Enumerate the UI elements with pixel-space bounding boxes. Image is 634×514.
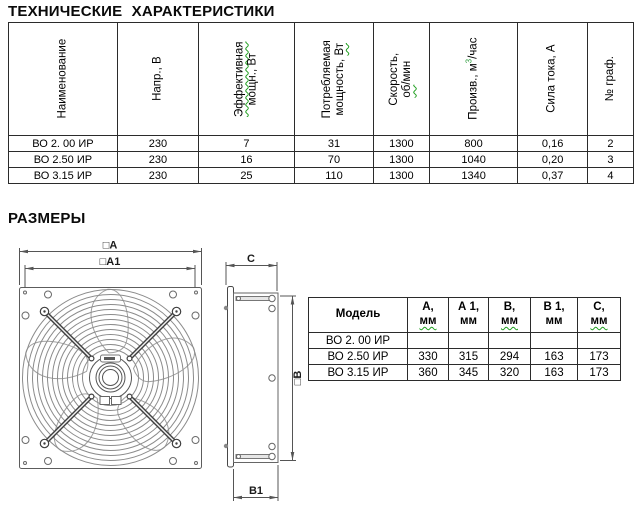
col-header-b1: В 1, мм	[531, 298, 578, 333]
cell-airflow: 1040	[429, 152, 518, 168]
col-header-c: С, мм	[578, 298, 621, 333]
cell-model: ВО 2. 00 ИР	[309, 333, 408, 349]
dimensions-table	[308, 297, 621, 381]
cell-model: ВО 2. 00 ИР	[9, 136, 118, 152]
table-row	[9, 168, 634, 184]
col-header-current: Сила тока, А	[518, 23, 587, 136]
table-row	[9, 136, 634, 152]
cell-c	[578, 333, 621, 349]
dim-b-label: □B	[292, 370, 304, 386]
dim-c-label: C	[247, 253, 255, 265]
cell-a1	[449, 333, 489, 349]
fan-side-view	[224, 287, 278, 468]
tech-specs-heading: ТЕХНИЧЕСКИЕ ХАРАКТЕРИСТИКИ	[8, 3, 275, 20]
cell-b	[489, 333, 531, 349]
col-header-voltage: Напр., В	[117, 23, 198, 136]
cell-eff-power: 25	[199, 168, 295, 184]
table-row	[9, 152, 634, 168]
col-header-consumed-power: Потребляемая мощность, Вт	[294, 23, 373, 136]
cell-b1	[531, 333, 578, 349]
cell-a	[408, 333, 449, 349]
table-row	[309, 333, 621, 349]
col-header-name: Наименование	[9, 23, 118, 136]
side-flange	[228, 287, 234, 468]
cell-a: 330	[408, 349, 449, 365]
cell-speed: 1300	[374, 136, 430, 152]
terminal-box	[112, 397, 122, 405]
cell-c: 173	[578, 365, 621, 381]
cell-airflow: 800	[429, 136, 518, 152]
terminal-box	[100, 397, 110, 405]
cell-c: 173	[578, 349, 621, 365]
cell-graph-no: 2	[587, 136, 633, 152]
cell-eff-power: 16	[199, 152, 295, 168]
cell-current: 0,16	[518, 136, 587, 152]
dim-header-row	[309, 298, 621, 333]
fan-front-view	[19, 285, 201, 468]
cell-b1: 163	[531, 349, 578, 365]
side-guard-edge-top	[236, 297, 270, 301]
cell-a: 360	[408, 365, 449, 381]
cell-b: 294	[489, 349, 531, 365]
col-header-graph-no: № граф.	[587, 23, 633, 136]
cell-speed: 1300	[374, 168, 430, 184]
cell-voltage: 230	[117, 168, 198, 184]
tech-specs-table	[8, 22, 634, 184]
col-header-speed: Скорость, об/мин	[374, 23, 430, 136]
table-row	[309, 365, 621, 381]
cell-eff-power: 7	[199, 136, 295, 152]
dim-b1-label: B1	[248, 485, 264, 497]
cell-a1: 345	[449, 365, 489, 381]
side-guard-edge-bottom	[236, 455, 270, 459]
fan-dimensions-drawing	[0, 236, 320, 514]
cell-current: 0,20	[518, 152, 587, 168]
cell-model: ВО 3.15 ИР	[309, 365, 408, 381]
col-header-airflow: Произв., $м^3$/час	[429, 23, 518, 136]
cell-voltage: 230	[117, 136, 198, 152]
cell-model: ВО 3.15 ИР	[9, 168, 118, 184]
col-header-effective-power: Эффективная мощн., Вт	[199, 23, 295, 136]
dim-a-label: □A	[102, 239, 118, 252]
cell-b: 320	[489, 365, 531, 381]
cell-graph-no: 4	[587, 168, 633, 184]
col-header-model: Модель	[309, 298, 408, 333]
cell-cons-power: 70	[294, 152, 373, 168]
table-row	[309, 349, 621, 365]
cell-voltage: 230	[117, 152, 198, 168]
cell-b1: 163	[531, 365, 578, 381]
col-header-a: А, мм	[408, 298, 449, 333]
cell-graph-no: 3	[587, 152, 633, 168]
col-header-a1: А 1, мм	[449, 298, 489, 333]
dim-a1-label: □A1	[99, 256, 121, 268]
cell-model: ВО 2.50 ИР	[309, 349, 408, 365]
col-header-b: В, мм	[489, 298, 531, 333]
cell-speed: 1300	[374, 152, 430, 168]
cell-cons-power: 31	[294, 136, 373, 152]
dimensions-heading: РАЗМЕРЫ	[8, 210, 86, 227]
cell-airflow: 1340	[429, 168, 518, 184]
cell-model: ВО 2.50 ИР	[9, 152, 118, 168]
cell-a1: 315	[449, 349, 489, 365]
cell-current: 0,37	[518, 168, 587, 184]
tech-header-row	[9, 23, 634, 136]
cell-cons-power: 110	[294, 168, 373, 184]
